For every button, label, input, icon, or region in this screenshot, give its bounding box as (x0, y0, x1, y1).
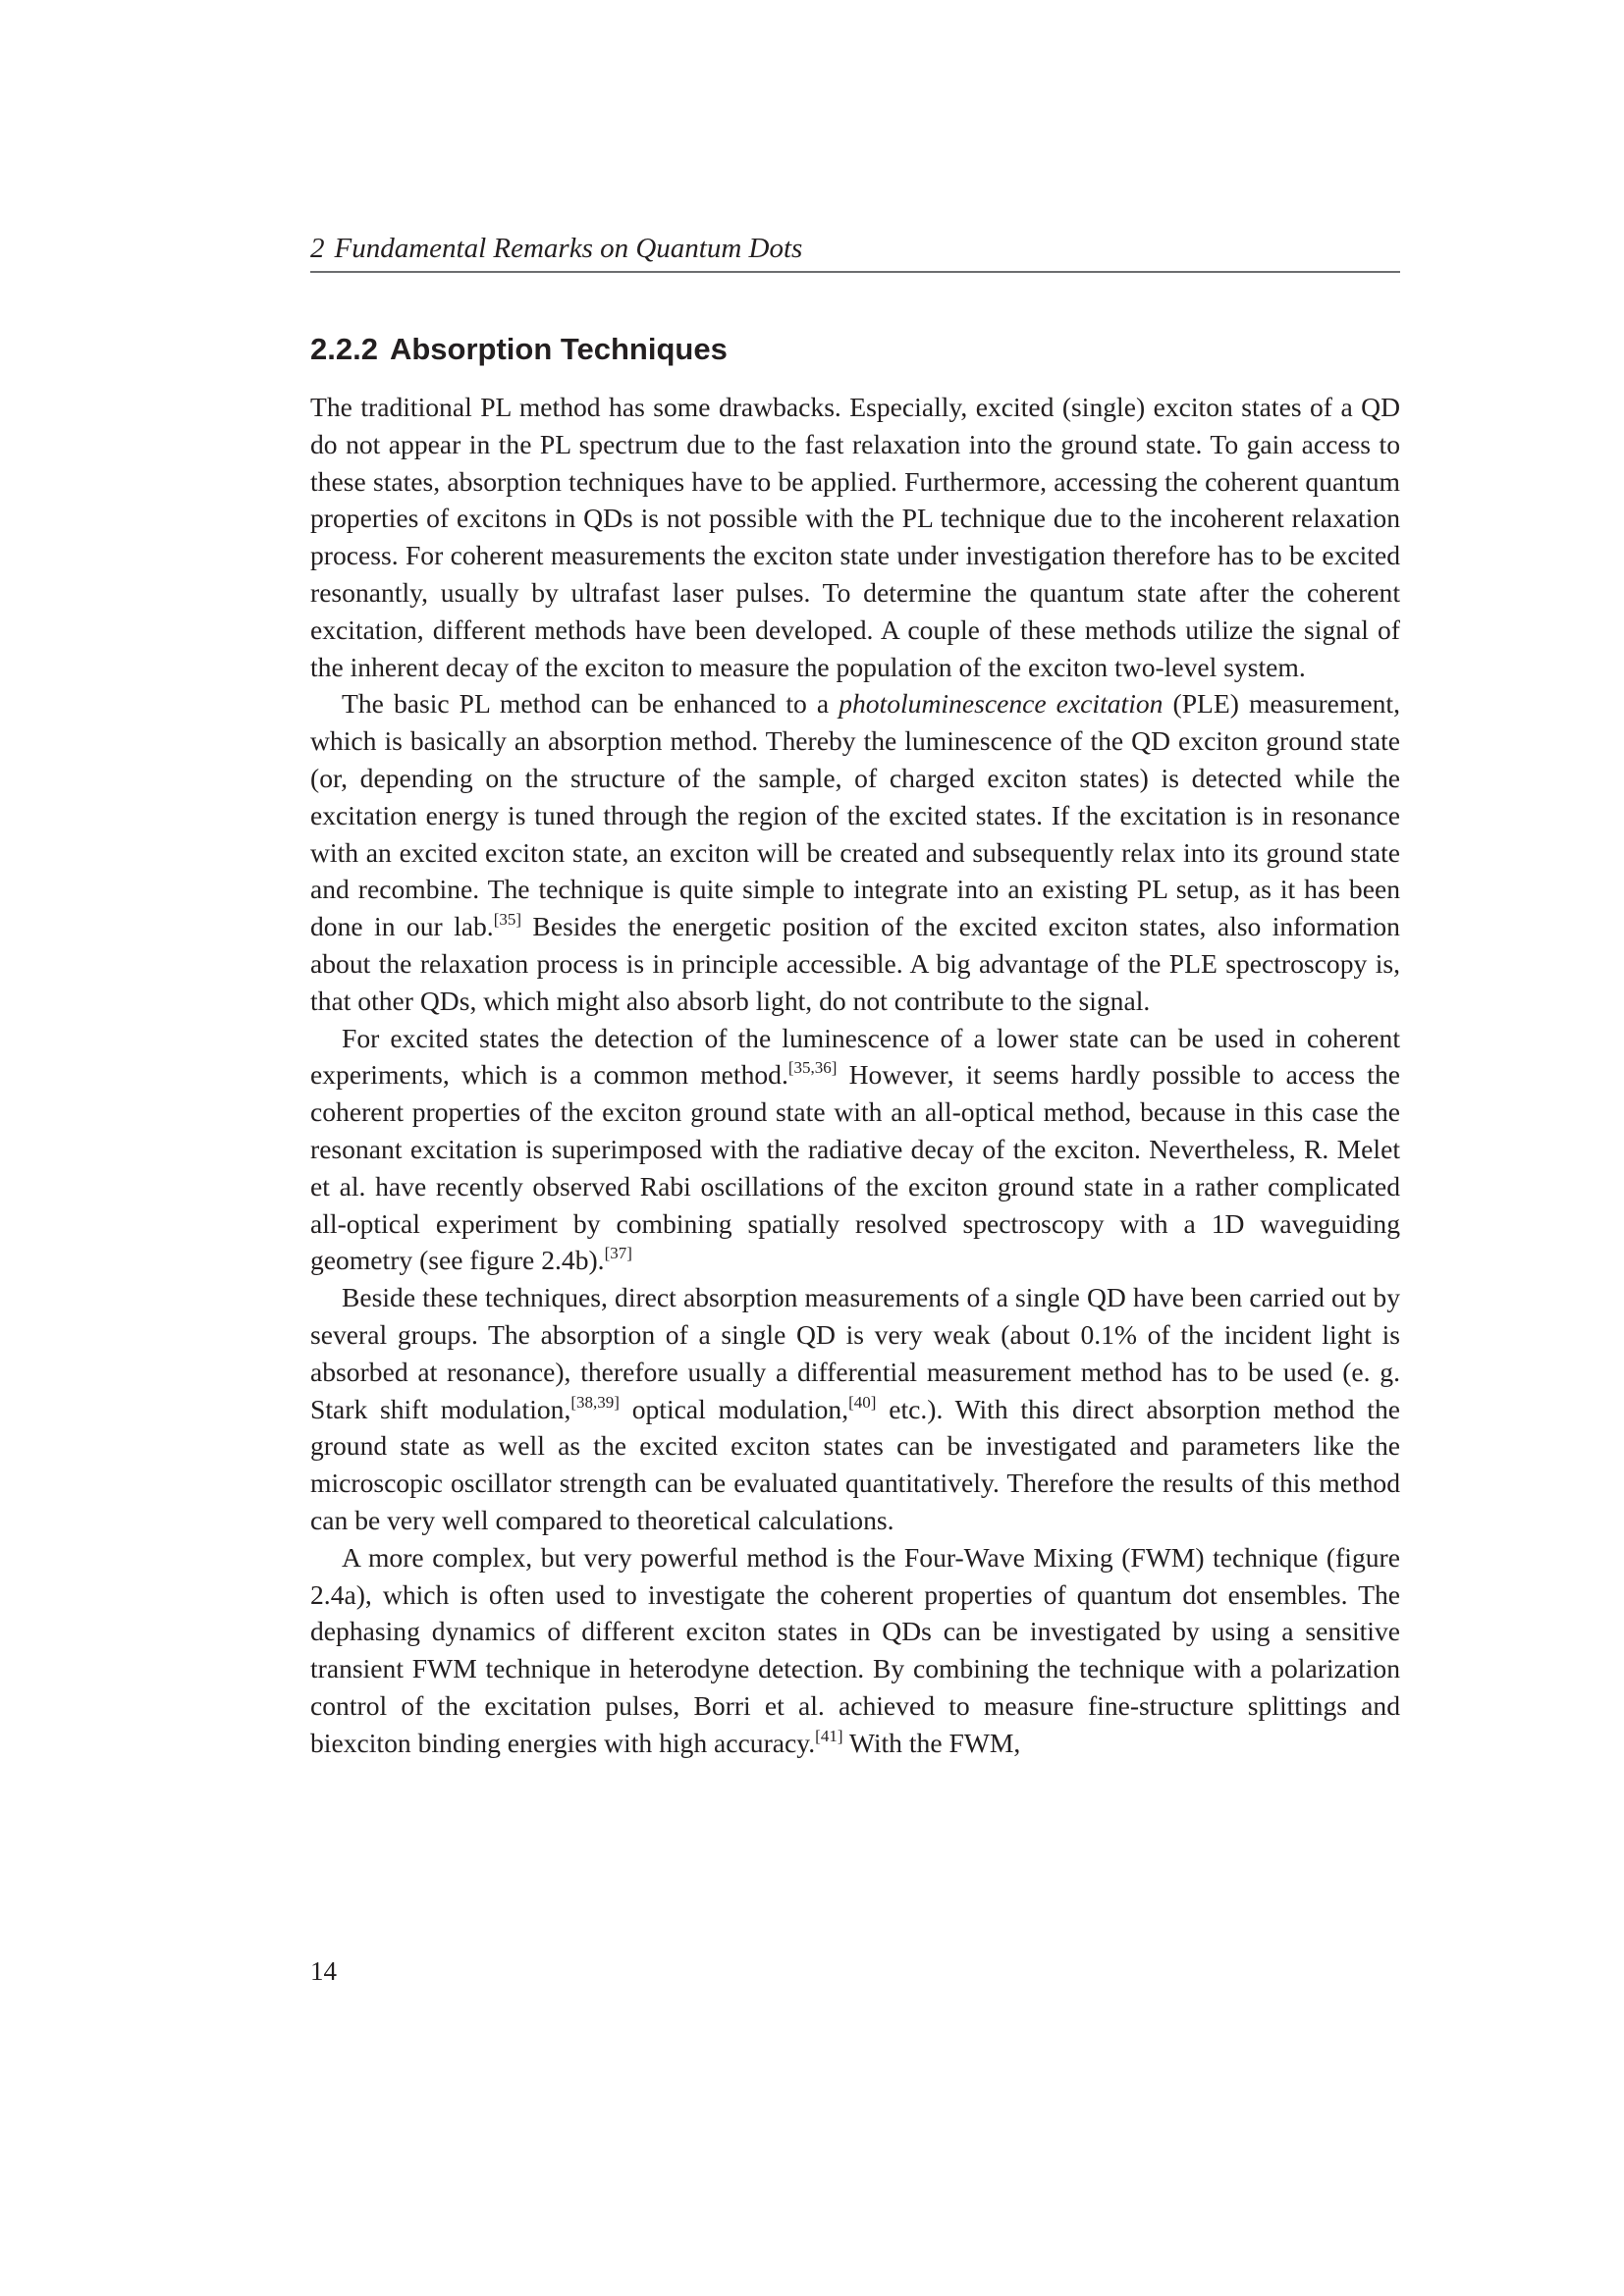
paragraph-3-text-a: For excited states the detection of the luminescence of a lower state can be used in coherent experiments, which is a common method. (310, 1022, 1400, 1091)
paragraph-4 (310, 1279, 1400, 1539)
paragraph-5-text-a: A more complex, but very powerful method is the Four-Wave Mixing (FWM) technique (figure 2.4a), which is often used to investigate the coherent properties of quantum dot ensembles. The dephasing dynamics of different exciton states in QDs can be investigated by using a sensitive transient FWM technique in heterodyne detection. By combining the technique with a polarization control of the excitation pulses, Borri et al. achieved to measure fine-structure splittings and biexciton binding energies with high accuracy. (310, 1541, 1400, 1758)
citation-35[interactable]: [35] (493, 910, 522, 930)
paragraph-3 (310, 1020, 1400, 1280)
paragraph-5-text-b: With the FWM, (842, 1727, 1021, 1758)
section-heading (310, 330, 1400, 369)
paragraph-2-text-c: Besides the energetic position of the excited exciton states, also information about the relaxation process is in principle accessible. A big advantage of the PLE spectroscopy is, that other QDs, which might also absorb light, do not contribute to the signal. (310, 911, 1400, 1016)
paragraph-2-text-a: The basic PL method can be enhanced to a (342, 688, 839, 720)
paragraph-3-text-b: However, it seems hardly possible to access the coherent properties of the exciton ground state with an all-optical method, because in this case the resonant excitation is superimposed with the radiative decay of the exciton. Nevertheless, R. Melet et al. have recently observed Rabi oscillations of the exciton ground state in a rather complicated all-optical experiment by combining spatially resolved spectroscopy with a 1D waveguiding geometry (see figure 2.4b). (310, 1059, 1400, 1276)
chapter-title: Fundamental Remarks on Quantum Dots (334, 233, 803, 264)
paragraph-1 (310, 389, 1400, 685)
running-header (310, 230, 1400, 273)
paragraph-2-text-b: (PLE) measurement, which is basically an absorption method. Thereby the luminescence of the QD exciton ground state (or, depending on the structure of the sample, of charged exciton states) is detected while the excitation energy is tuned through the region of the excited states. If the excitation is in resonance with an excited exciton state, an exciton will be created and subsequently relax into its ground state and recombine. The technique is quite simple to integrate into an existing PL setup, as it has been done in our lab. (310, 688, 1400, 942)
citation-35-36[interactable]: [35,36] (787, 1058, 838, 1078)
paragraph-4-text-c: etc.). With this direct absorption method the ground state as well as the excited exciton states can be investigated and parameters like the microscopic oscillator strength can be evaluated quantitatively. Therefore the results of this method can be very well compared to theoretical calculations. (310, 1393, 1400, 1535)
citation-40[interactable]: [40] (848, 1392, 877, 1412)
page-number: 14 (310, 1956, 337, 1986)
section-number: 2.2.2 (310, 332, 378, 366)
section-title: Absorption Techniques (389, 332, 728, 366)
chapter-number: 2 (310, 233, 325, 264)
citation-41[interactable]: [41] (815, 1726, 843, 1745)
paragraph-2-emphasis: photoluminescence excitation (839, 688, 1164, 720)
paragraph-1-text: The traditional PL method has some drawbacks. Especially, excited (single) exciton states of a QD do not appear in the PL spectrum due to the fast relaxation into the ground state. To gain access to these states, absorption techniques have to be applied. Furthermore, accessing the coherent quantum properties of excitons in QDs is not possible with the PL technique due to the incoherent relaxation process. For coherent measurements the exciton state under investigation therefore has to be excited resonantly, usually by ultrafast laser pulses. To determine the quantum state after the coherent excitation, different methods have been developed. A couple of these methods utilize the signal of the inherent decay of the exciton to measure the population of the exciton two-level system. (310, 392, 1400, 682)
paragraph-4-text-b: optical modulation, (619, 1393, 849, 1424)
body-text (310, 389, 1400, 1761)
paragraph-4-text-a: Beside these techniques, direct absorption measurements of a single QD have been carried out by several groups. The absorption of a single QD is very weak (about 0.1% of the incident light is absorbed at resonance), therefore usually a differential measurement method has to be used (e. g. Stark shift modulation, (310, 1282, 1400, 1424)
citation-38-39[interactable]: [38,39] (570, 1392, 620, 1412)
paragraph-5 (310, 1539, 1400, 1762)
citation-37[interactable]: [37] (604, 1244, 632, 1263)
paragraph-2 (310, 685, 1400, 1019)
